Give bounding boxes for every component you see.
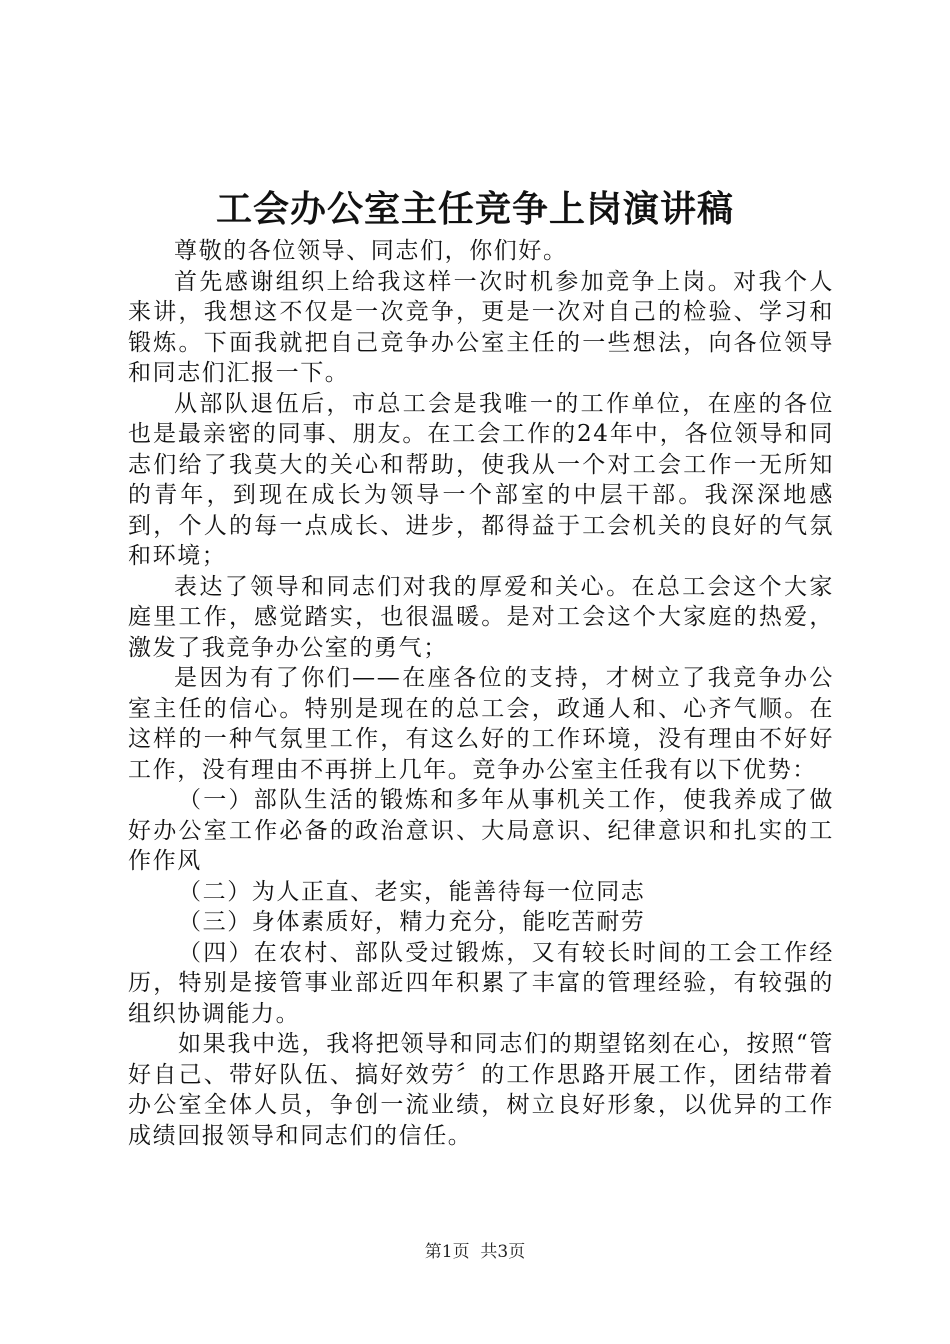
document-title: 工会办公室主任竞争上岗演讲稿 <box>215 188 734 230</box>
page-footer <box>0 1241 950 1263</box>
closing-paragraph: 如果我中选，我将把领导和同志们的期望铭刻在心，按照“管好自己、带好队伍、搞好效劳〞的工作思路开展工作，团结带着办公室全体人员，争创一流业绩，树立良好形象，以优异的工作成绩回报领导和同志们的信任。 <box>128 1031 834 1149</box>
document-body <box>128 236 834 1151</box>
advantage-item-2: （二）为人正直、老实，能善待每一位同志 <box>178 878 646 905</box>
advantage-item-1: （一）部队生活的锻炼和多年从事机关工作，使我养成了做好办公室工作必备的政治意识、大局意识、纪律意识和扎实的工作作风 <box>128 787 834 874</box>
motivation-paragraph: 表达了领导和同志们对我的厚爱和关心。在总工会这个大家庭里工作，感觉踏实，也很温暖。是对工会这个大家庭的热爱，激发了我竞争办公室的勇气； <box>128 573 834 661</box>
page-total: 共3页 <box>480 1242 526 1262</box>
advantage-item-4: （四）在农村、部队受过锻炼，又有较长时间的工会工作经历，特别是接管事业部近四年积累了丰富的管理经验，有较强的组织协调能力。 <box>128 939 834 1027</box>
background-paragraph: 从部队退伍后，市总工会是我唯一的工作单位，在座的各位也是最亲密的同事、朋友。在工会工作的24年中，各位领导和同志们给了我莫大的关心和帮助，使我从一个对工会工作一无所知的青年，到现在成长为领导一个部室的中层干部。我深深地感到，个人的每一点成长、进步，都得益于工会机关的良好的气氛和环境； <box>128 390 834 569</box>
advantage-item-3: （三）身体素质好，精力充分，能吃苦耐劳 <box>178 909 646 935</box>
confidence-paragraph: 是因为有了你们——在座各位的支持，才树立了我竞争办公室主任的信心。特别是现在的总工会，政通人和、心齐气顺。在这样的一种气氛里工作，有这么好的工作环境，没有理由不好好工作，没有理由不再拼上几年。竞争办公室主任我有以下优势： <box>128 665 834 783</box>
page-number: 第1页 <box>424 1242 470 1262</box>
intro-paragraph: 首先感谢组织上给我这样一次时机参加竞争上岗。对我个人来讲，我想这不仅是一次竞争，更是一次对自己的检验、学习和锻炼。下面我就把自己竞争办公室主任的一些想法，向各位领导和同志们汇报一下。 <box>128 268 834 386</box>
greeting-paragraph: 尊敬的各位领导、同志们，你们好。 <box>174 238 568 264</box>
